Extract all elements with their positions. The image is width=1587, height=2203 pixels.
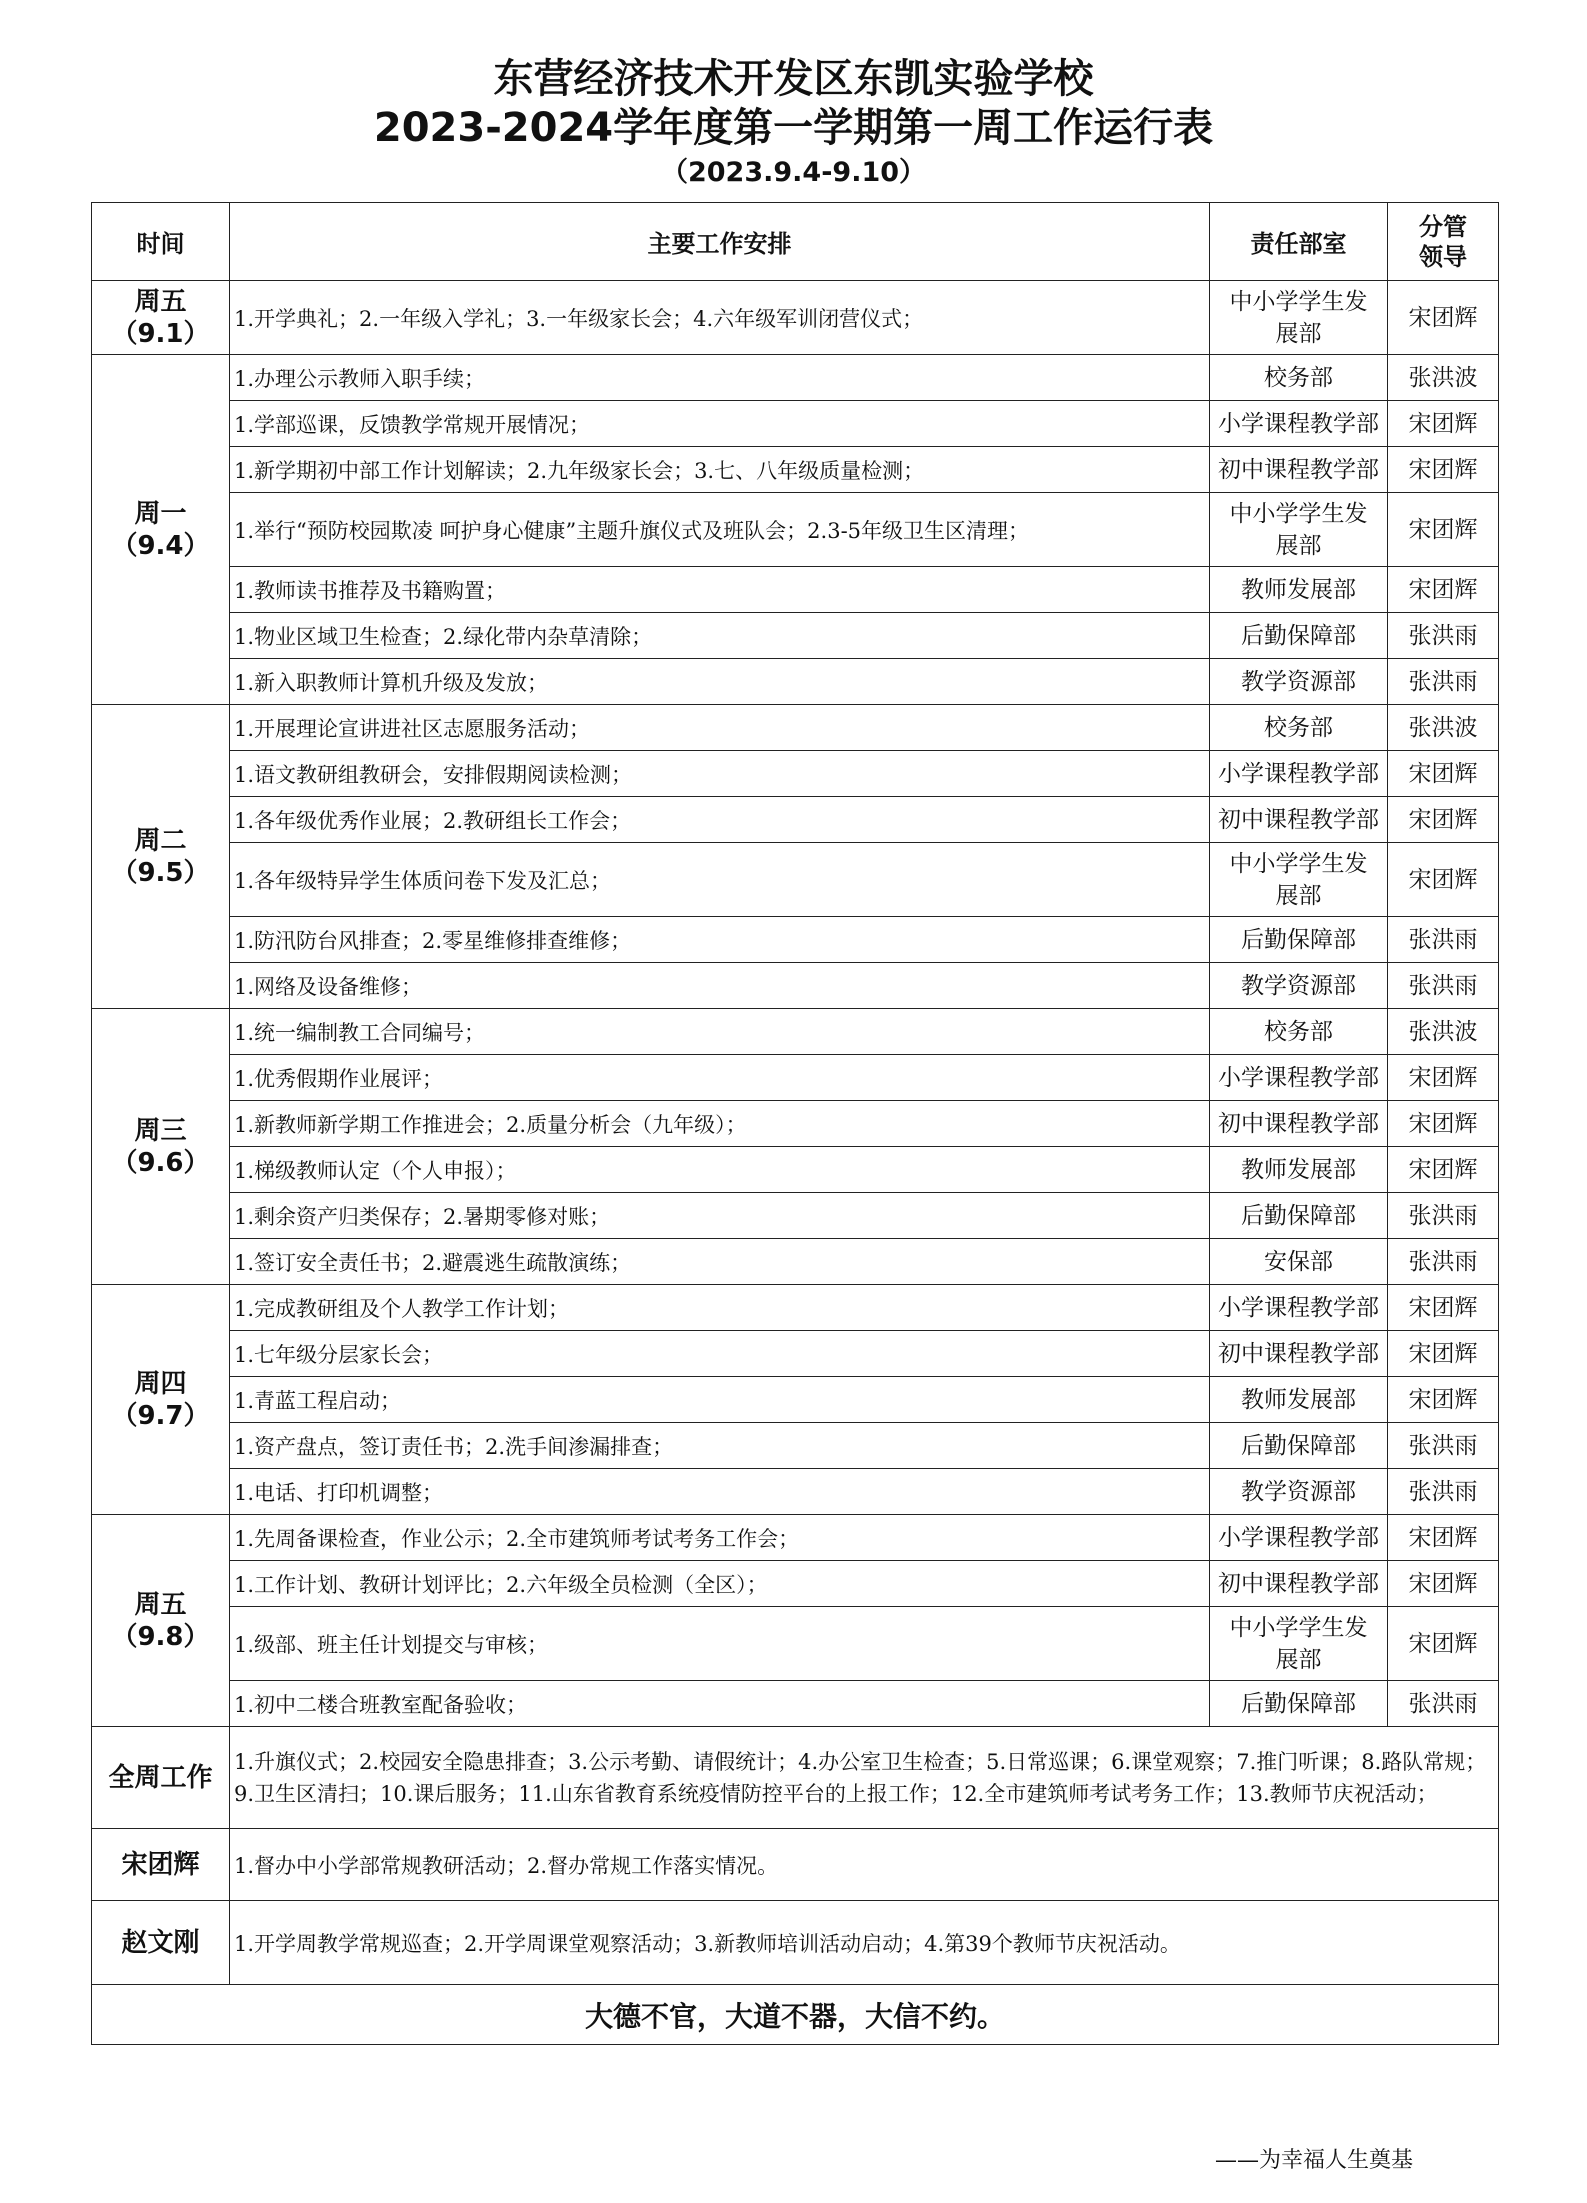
lead-cell: 张洪雨	[1388, 1469, 1499, 1515]
dept-cell: 初中课程教学部	[1210, 797, 1388, 843]
task-cell: 1.防汛防台风排查；2.零星维修排查维修；	[230, 917, 1210, 963]
day-label: 周五	[134, 286, 187, 317]
table-row	[92, 705, 1499, 751]
day-date: （9.6）	[111, 1147, 210, 1178]
table-row	[92, 963, 1499, 1009]
day-cell	[92, 1009, 230, 1285]
table-row	[92, 1423, 1499, 1469]
task-cell: 1.优秀假期作业展评；	[230, 1055, 1210, 1101]
lead-cell: 张洪雨	[1388, 1193, 1499, 1239]
task-cell: 1.统一编制教工合同编号；	[230, 1009, 1210, 1055]
dept-cell: 安保部	[1210, 1239, 1388, 1285]
task-cell: 1.办理公示教师入职手续；	[230, 355, 1210, 401]
task-cell: 1.剩余资产归类保存；2.暑期零修对账；	[230, 1193, 1210, 1239]
table-row	[92, 1331, 1499, 1377]
week-label: 全周工作	[92, 1727, 230, 1829]
lead-cell: 宋团辉	[1388, 1331, 1499, 1377]
dept-cell: 后勤保障部	[1210, 1193, 1388, 1239]
day-date: （9.5）	[111, 857, 210, 888]
day-label: 周二	[134, 825, 187, 856]
task-cell: 1.新入职教师计算机升级及发放；	[230, 659, 1210, 705]
table-row	[92, 1607, 1499, 1681]
dept-cell: 教学资源部	[1210, 1469, 1388, 1515]
task-cell: 1.语文教研组教研会，安排假期阅读检测；	[230, 751, 1210, 797]
lead-cell: 张洪雨	[1388, 1681, 1499, 1727]
lead-cell: 宋团辉	[1388, 1377, 1499, 1423]
lead-cell: 宋团辉	[1388, 401, 1499, 447]
day-cell	[92, 1285, 230, 1515]
day-date: （9.7）	[111, 1400, 210, 1431]
day-label: 周四	[134, 1368, 187, 1399]
table-row	[92, 1147, 1499, 1193]
table-row	[92, 1469, 1499, 1515]
lead-cell: 宋团辉	[1388, 843, 1499, 917]
lead-cell: 宋团辉	[1388, 447, 1499, 493]
table-row	[92, 1515, 1499, 1561]
leader-row	[92, 1829, 1499, 1901]
document-subtitle: 2023-2024学年度第一学期第一周工作运行表	[373, 105, 1214, 151]
task-cell: 1.完成教研组及个人教学工作计划；	[230, 1285, 1210, 1331]
table-row	[92, 751, 1499, 797]
lead-cell: 宋团辉	[1388, 751, 1499, 797]
day-date: （9.8）	[111, 1621, 210, 1652]
task-cell: 1.教师读书推荐及书籍购置；	[230, 567, 1210, 613]
leader-text: 1.督办中小学部常规教研活动；2.督办常规工作落实情况。	[230, 1829, 1499, 1901]
task-cell: 1.网络及设备维修；	[230, 963, 1210, 1009]
dept-cell: 后勤保障部	[1210, 917, 1388, 963]
task-cell: 1.各年级特异学生体质问卷下发及汇总；	[230, 843, 1210, 917]
task-cell: 1.举行“预防校园欺凌 呵护身心健康”主题升旗仪式及班队会；2.3-5年级卫生区清理；	[230, 493, 1210, 567]
dept-cell: 教师发展部	[1210, 567, 1388, 613]
dept-cell: 小学课程教学部	[1210, 1285, 1388, 1331]
dept-cell: 中小学学生发展部	[1210, 1607, 1388, 1681]
dept-cell: 小学课程教学部	[1210, 1515, 1388, 1561]
lead-cell: 宋团辉	[1388, 1515, 1499, 1561]
table-row	[92, 917, 1499, 963]
leader-row	[92, 1901, 1499, 1985]
document-title: 东营经济技术开发区东凯实验学校	[493, 56, 1094, 102]
header-work: 主要工作安排	[230, 203, 1210, 281]
task-cell: 1.各年级优秀作业展；2.教研组长工作会；	[230, 797, 1210, 843]
schedule-table	[91, 202, 1499, 2045]
dept-cell: 初中课程教学部	[1210, 1331, 1388, 1377]
table-row	[92, 567, 1499, 613]
dept-cell: 后勤保障部	[1210, 1681, 1388, 1727]
dept-cell: 中小学学生发展部	[1210, 493, 1388, 567]
table-row	[92, 401, 1499, 447]
table-row	[92, 281, 1499, 355]
table-row	[92, 1377, 1499, 1423]
dept-cell: 小学课程教学部	[1210, 401, 1388, 447]
dept-cell: 初中课程教学部	[1210, 447, 1388, 493]
header-dept: 责任部室	[1210, 203, 1388, 281]
leader-name: 赵文刚	[92, 1901, 230, 1985]
day-label: 周五	[134, 1589, 187, 1620]
week-text: 1.升旗仪式；2.校园安全隐患排查；3.公示考勤、请假统计；4.办公室卫生检查；5.日常巡课；6.课堂观察；7.推门听课；8.路队常规；9.卫生区清扫；10.课后服务；11.山东省教育系统疫情防控平台的上报工作；12.全市建筑师考试考务工作；13.教师节庆祝活动；	[230, 1727, 1499, 1829]
table-row	[92, 1193, 1499, 1239]
lead-cell: 宋团辉	[1388, 1285, 1499, 1331]
lead-cell: 张洪雨	[1388, 613, 1499, 659]
task-cell: 1.资产盘点，签订责任书；2.洗手间渗漏排查；	[230, 1423, 1210, 1469]
table-row	[92, 1681, 1499, 1727]
table-row	[92, 843, 1499, 917]
task-cell: 1.签订安全责任书；2.避震逃生疏散演练；	[230, 1239, 1210, 1285]
lead-cell: 宋团辉	[1388, 567, 1499, 613]
lead-cell: 宋团辉	[1388, 1055, 1499, 1101]
dept-cell: 中小学学生发展部	[1210, 281, 1388, 355]
date-range: （2023.9.4-9.10）	[660, 157, 927, 188]
lead-cell: 宋团辉	[1388, 1101, 1499, 1147]
table-row	[92, 613, 1499, 659]
dept-cell: 教师发展部	[1210, 1147, 1388, 1193]
leader-name: 宋团辉	[92, 1829, 230, 1901]
motto-row	[92, 1985, 1499, 2045]
lead-cell: 宋团辉	[1388, 1607, 1499, 1681]
lead-cell: 张洪雨	[1388, 963, 1499, 1009]
table-row	[92, 1239, 1499, 1285]
dept-cell: 校务部	[1210, 1009, 1388, 1055]
day-date: （9.1）	[111, 318, 210, 349]
day-label: 周三	[134, 1115, 187, 1146]
task-cell: 1.初中二楼合班教室配备验收；	[230, 1681, 1210, 1727]
task-cell: 1.青蓝工程启动；	[230, 1377, 1210, 1423]
task-cell: 1.学部巡课，反馈教学常规开展情况；	[230, 401, 1210, 447]
day-cell	[92, 355, 230, 705]
day-date: （9.4）	[111, 530, 210, 561]
task-cell: 1.先周备课检查，作业公示；2.全市建筑师考试考务工作会；	[230, 1515, 1210, 1561]
lead-cell: 张洪雨	[1388, 917, 1499, 963]
lead-cell: 宋团辉	[1388, 281, 1499, 355]
day-label: 周一	[134, 498, 187, 529]
lead-cell: 张洪雨	[1388, 659, 1499, 705]
dept-cell: 后勤保障部	[1210, 613, 1388, 659]
table-row	[92, 493, 1499, 567]
lead-cell: 宋团辉	[1388, 1561, 1499, 1607]
task-cell: 1.级部、班主任计划提交与审核；	[230, 1607, 1210, 1681]
table-row	[92, 1561, 1499, 1607]
dept-cell: 初中课程教学部	[1210, 1561, 1388, 1607]
day-cell	[92, 1515, 230, 1727]
motto: 大德不官，大道不器，大信不约。	[92, 1985, 1499, 2045]
task-cell: 1.梯级教师认定（个人申报）；	[230, 1147, 1210, 1193]
header-time: 时间	[92, 203, 230, 281]
day-cell	[92, 281, 230, 355]
table-row	[92, 1101, 1499, 1147]
header-row	[92, 203, 1499, 281]
task-cell: 1.新教师新学期工作推进会；2.质量分析会（九年级）；	[230, 1101, 1210, 1147]
lead-cell: 宋团辉	[1388, 797, 1499, 843]
dept-cell: 小学课程教学部	[1210, 1055, 1388, 1101]
task-cell: 1.工作计划、教研计划评比；2.六年级全员检测（全区）；	[230, 1561, 1210, 1607]
day-cell	[92, 705, 230, 1009]
table-row	[92, 797, 1499, 843]
dept-cell: 后勤保障部	[1210, 1423, 1388, 1469]
lead-cell: 张洪波	[1388, 355, 1499, 401]
task-cell: 1.物业区域卫生检查；2.绿化带内杂草清除；	[230, 613, 1210, 659]
dept-cell: 教学资源部	[1210, 963, 1388, 1009]
header-lead: 分管 领导	[1388, 203, 1499, 281]
dept-cell: 教学资源部	[1210, 659, 1388, 705]
dept-cell: 初中课程教学部	[1210, 1101, 1388, 1147]
table-row	[92, 1055, 1499, 1101]
lead-cell: 宋团辉	[1388, 493, 1499, 567]
task-cell: 1.开展理论宣讲进社区志愿服务活动；	[230, 705, 1210, 751]
table-row	[92, 1285, 1499, 1331]
table-row	[92, 355, 1499, 401]
task-cell: 1.新学期初中部工作计划解读；2.九年级家长会；3.七、八年级质量检测；	[230, 447, 1210, 493]
dept-cell: 中小学学生发展部	[1210, 843, 1388, 917]
dept-cell: 小学课程教学部	[1210, 751, 1388, 797]
dept-cell: 校务部	[1210, 705, 1388, 751]
task-cell: 1.开学典礼；2.一年级入学礼；3.一年级家长会；4.六年级军训闭营仪式；	[230, 281, 1210, 355]
lead-cell: 张洪雨	[1388, 1239, 1499, 1285]
footer-slogan: ——为幸福人生奠基	[1215, 2148, 1414, 2173]
leader-text: 1.开学周教学常规巡查；2.开学周课堂观察活动；3.新教师培训活动启动；4.第39个教师节庆祝活动。	[230, 1901, 1499, 1985]
lead-cell: 张洪雨	[1388, 1423, 1499, 1469]
table-row	[92, 447, 1499, 493]
dept-cell: 教师发展部	[1210, 1377, 1388, 1423]
lead-cell: 张洪波	[1388, 705, 1499, 751]
task-cell: 1.电话、打印机调整；	[230, 1469, 1210, 1515]
table-row	[92, 659, 1499, 705]
task-cell: 1.七年级分层家长会；	[230, 1331, 1210, 1377]
week-row	[92, 1727, 1499, 1829]
lead-cell: 宋团辉	[1388, 1147, 1499, 1193]
dept-cell: 校务部	[1210, 355, 1388, 401]
table-row	[92, 1009, 1499, 1055]
lead-cell: 张洪波	[1388, 1009, 1499, 1055]
